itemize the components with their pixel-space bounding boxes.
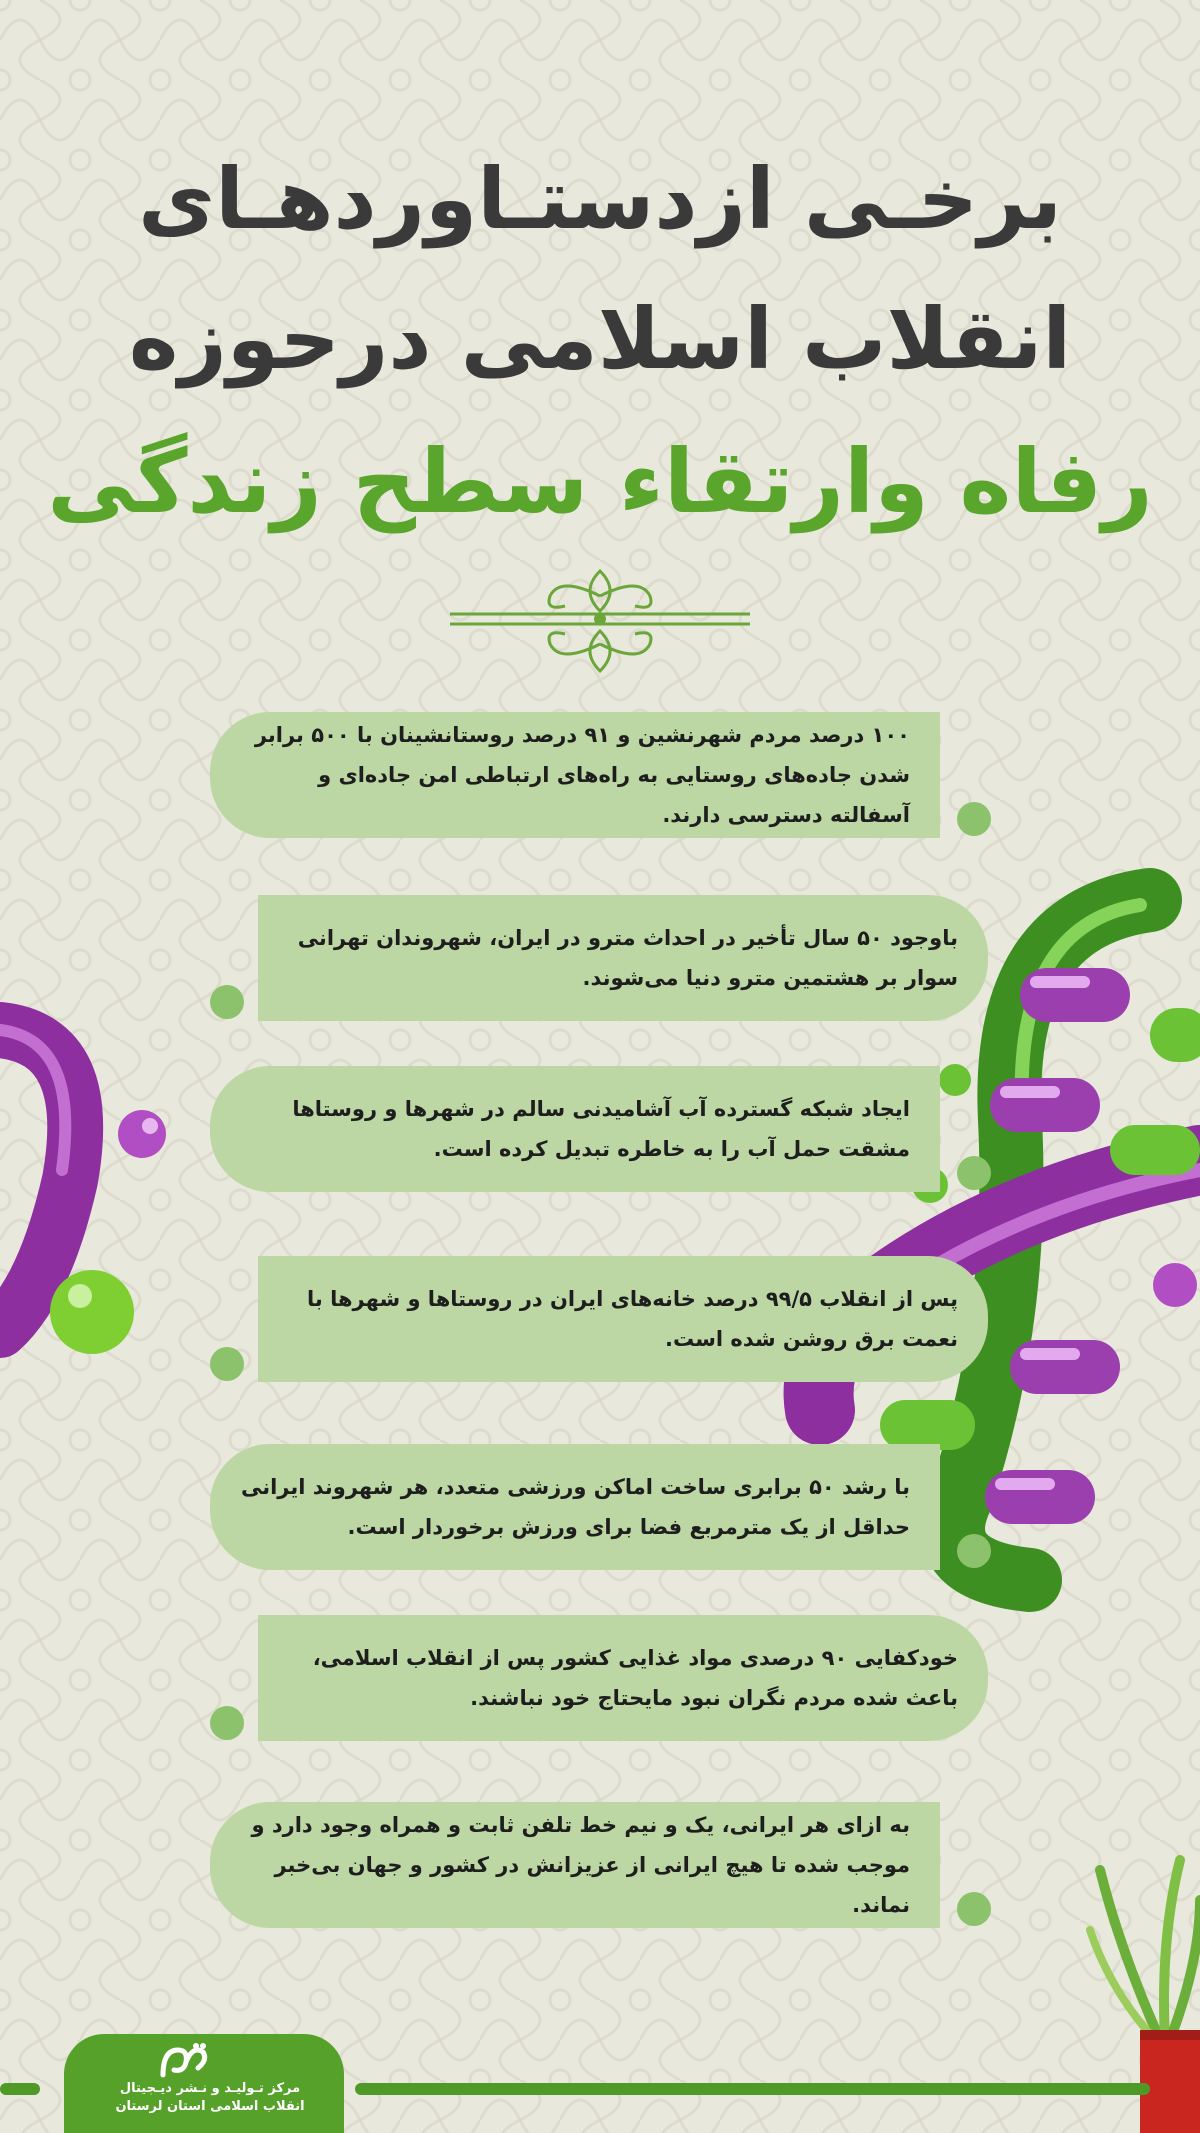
bullet-dot-1 xyxy=(957,802,991,836)
achievement-text-1: ۱۰۰ درصد مردم شهرنشین و ۹۱ درصد روستانشینان با ۵۰۰ برابر شدن جاده‌های روستایی به راه‌های ارتباطی امن جاده‌ای و آسفالته دسترسی دارند. xyxy=(254,723,910,827)
achievement-card-7 xyxy=(210,1802,940,1928)
bullet-dot-6 xyxy=(210,1706,244,1740)
achievement-text-2: باوجود ۵۰ سال تأخیر در احداث مترو در ایران، شهروندان تهرانی سوار بر هشتمین مترو دنیا می‌شوند. xyxy=(297,926,958,990)
logo-line-2: انقلاب اسلامی استان لرستان xyxy=(115,2099,305,2114)
achievement-text-3: ایجاد شبکه گسترده آب آشامیدنی سالم در شهرها و روستاها مشقت حمل آب را به خاطره تبدیل کرده است. xyxy=(292,1097,910,1161)
title-line-1: برخـی ازدستـاوردهـای xyxy=(138,150,1062,248)
title-line-2: انقلاب اسلامی درحوزه xyxy=(128,290,1072,388)
bullet-dot-4 xyxy=(210,1347,244,1381)
title-line-3: رفاه وارتقاء سطح زندگی xyxy=(47,430,1153,533)
bullet-dot-7 xyxy=(957,1892,991,1926)
bullet-dot-2 xyxy=(210,985,244,1019)
bullet-dot-3 xyxy=(957,1156,991,1190)
ornament-divider-icon xyxy=(450,566,750,676)
achievement-card-1 xyxy=(210,712,940,838)
achievement-text-6: خودکفایی ۹۰ درصدی مواد غذایی کشور پس از انقلاب اسلامی، باعث شده مردم نگران نبود مایحتاج خود نباشند. xyxy=(312,1646,958,1710)
footer-logo-text xyxy=(90,2080,330,2116)
achievement-card-3 xyxy=(210,1066,940,1192)
achievement-card-4 xyxy=(258,1256,988,1382)
achievement-text-5: با رشد ۵۰ برابری ساخت اماکن ورزشی متعدد، هر شهروند ایرانی حداقل از یک مترمربع فضا برای ورزش برخوردار است. xyxy=(240,1475,910,1539)
achievement-card-2 xyxy=(258,895,988,1021)
achievement-text-4: پس از انقلاب ۹۹/۵ درصد خانه‌های ایران در روستاها و شهرها با نعمت برق روشن شده است. xyxy=(307,1287,958,1351)
bullet-dot-5 xyxy=(957,1534,991,1568)
footer-line-left xyxy=(0,2083,40,2095)
footer-line xyxy=(355,2083,1150,2095)
achievement-card-6 xyxy=(258,1615,988,1741)
logo-line-1: مرکز تـولیـد و نـشر دیـجیتال xyxy=(119,2081,301,2096)
logo-mark-icon xyxy=(158,2040,208,2080)
achievement-text-7: به ازای هر ایرانی، یک و نیم خط تلفن ثابت و همراه وجود دارد و موجب شده تا هیچ ایرانی از عزیزانش در کشور و جهان بی‌خبر نماند. xyxy=(251,1813,910,1917)
achievement-card-5 xyxy=(210,1444,940,1570)
